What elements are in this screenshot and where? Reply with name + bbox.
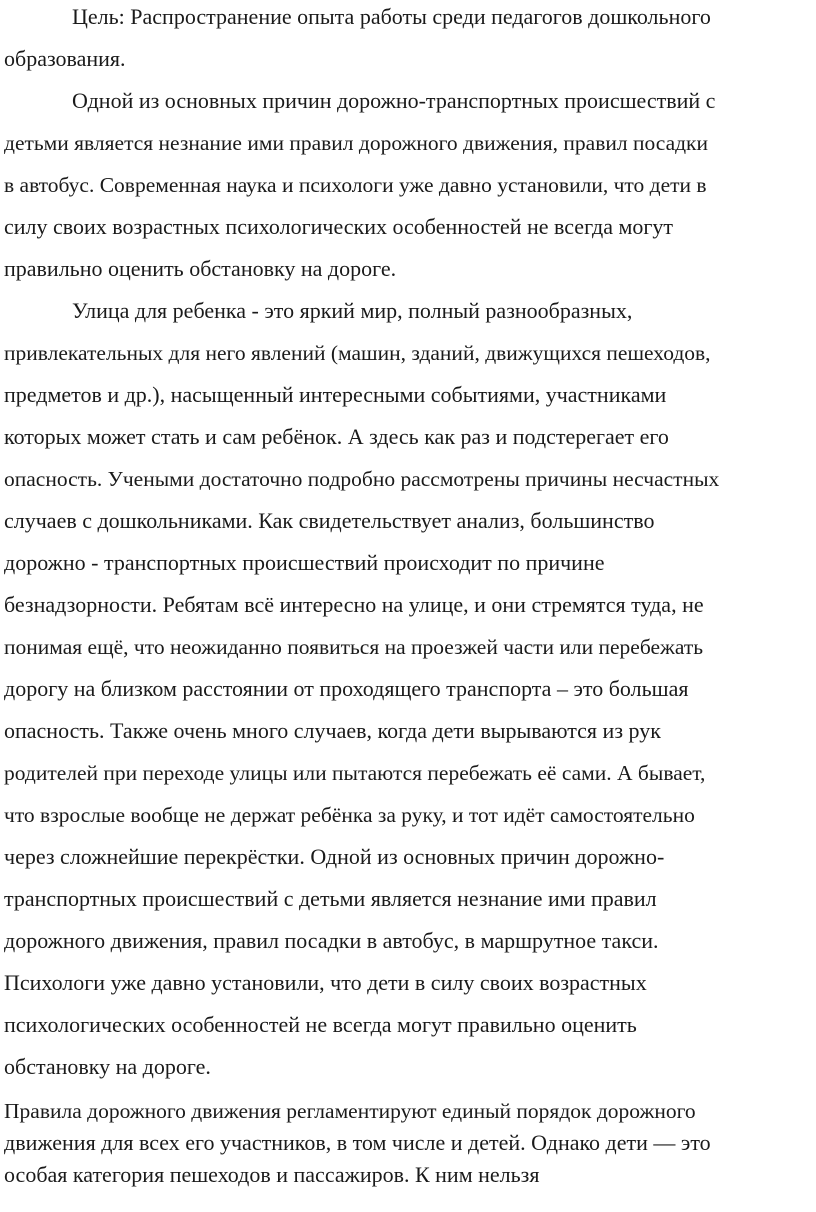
text-line: Улица для ребенка - это яркий мир, полный разнообразных,: [72, 298, 633, 323]
text-line: опасность. Учеными достаточно подробно рассмотрены причины несчастных: [4, 467, 720, 491]
text-line: которых может стать и сам ребёнок. А здесь как раз и подстерегает его: [4, 424, 669, 449]
text-line: что взрослые вообще не держат ребёнка за руку, и тот идёт самостоятельно: [4, 803, 695, 827]
text-line: психологических особенностей не всегда могут правильно оценить: [4, 1012, 637, 1037]
text-line: дорожного движения, правил посадки в автобус, в маршрутное такси.: [4, 928, 659, 953]
text-line: родителей при переходе улицы или пытаются перебежать её сами. А бывает,: [4, 761, 706, 785]
text-line: Психологи уже давно установили, что дети в силу своих возрастных: [4, 970, 647, 995]
text-line: движения для всех его участников, в том числе и детей. Однако дети — это: [4, 1130, 711, 1155]
text-line: силу своих возрастных психологических особенностей не всегда могут: [4, 214, 674, 239]
text-line: особая категория пешеходов и пассажиров. К ним нельзя: [4, 1162, 540, 1187]
text-line: Правила дорожного движения регламентируют единый порядок дорожного: [4, 1099, 696, 1123]
text-line: дорогу на близком расстоянии от проходящего транспорта – это большая: [4, 676, 689, 701]
text-line: детьми является незнание ими правил дорожного движения, правил посадки: [4, 131, 709, 155]
text-line: в автобус. Современная наука и психологи уже давно установили, что дети в: [4, 173, 707, 197]
text-line: правильно оценить обстановку на дороге.: [4, 256, 397, 281]
text-line: образования.: [4, 46, 126, 71]
text-line: через сложнейшие перекрёстки. Одной из основных причин дорожно-: [4, 844, 665, 869]
text-line: понимая ещё, что неожиданно появиться на проезжей части или перебежать: [4, 635, 704, 659]
text-line: привлекательных для него явлений (машин, зданий, движущихся пешеходов,: [4, 341, 711, 365]
text-line: Цель: Распространение опыта работы среди педагогов дошкольного: [72, 4, 711, 29]
text-line: опасность. Также очень много случаев, когда дети вырываются из рук: [4, 718, 661, 743]
text-line: дорожно - транспортных происшествий происходит по причине: [4, 550, 605, 575]
text-line: предметов и др.), насыщенный интересными событиями, участниками: [4, 382, 667, 407]
text-line: обстановку на дороге.: [4, 1054, 211, 1079]
text-line: безнадзорности. Ребятам всё интересно на улице, и они стремятся туда, не: [4, 592, 704, 617]
text-line: транспортных происшествий с детьми является незнание ими правил: [4, 886, 657, 911]
text-line: Одной из основных причин дорожно-транспортных происшествий с: [72, 88, 716, 113]
text-line: случаев с дошкольниками. Как свидетельствует анализ, большинство: [4, 508, 655, 533]
